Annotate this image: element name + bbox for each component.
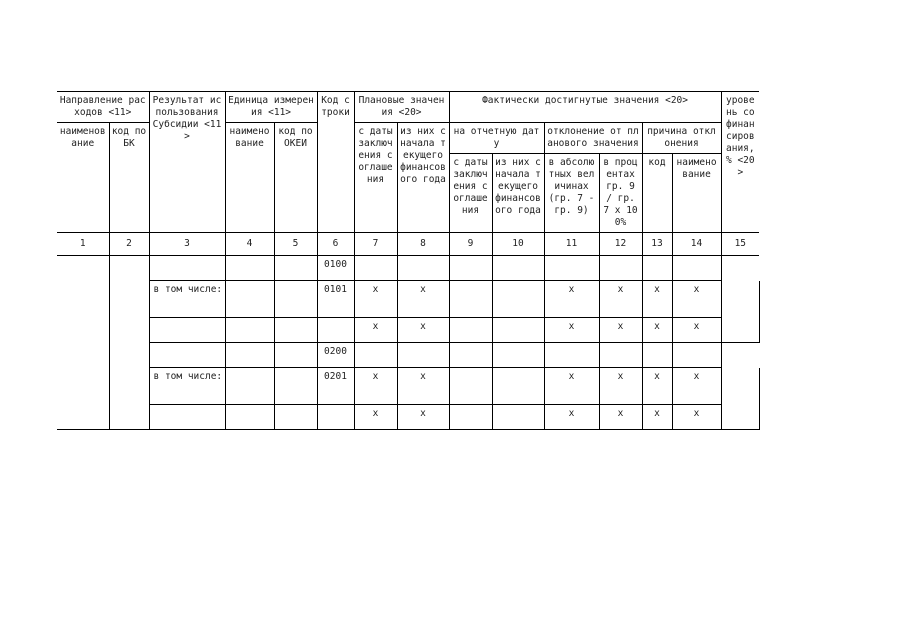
abs-deviation-cell: x	[544, 281, 599, 318]
reason-name-cell: x	[672, 318, 721, 343]
table-row	[57, 343, 759, 368]
cofin-header: уровень софинансирования, % <20>	[721, 92, 759, 233]
pct-deviation-header: в процентах гр. 9 / гр. 7 x 100%	[599, 154, 642, 233]
reason-code-cell	[642, 343, 672, 368]
pct-deviation-cell	[599, 343, 642, 368]
abs-deviation-cell: x	[544, 405, 599, 430]
actual-year-cell	[492, 256, 544, 281]
line-code-cell: 0101	[317, 281, 354, 318]
unit-name-cell	[225, 343, 274, 368]
planned-year-cell	[397, 343, 449, 368]
column-number: 14	[672, 233, 721, 256]
pct-deviation-cell: x	[599, 405, 642, 430]
result-cell	[149, 343, 225, 368]
direction-name-header: наименование	[57, 123, 109, 233]
column-number: 7	[354, 233, 397, 256]
actual-from-agreement-header: с даты заключения соглашения	[449, 154, 492, 233]
column-number: 2	[109, 233, 149, 256]
planned-header: Плановые значения <20>	[354, 92, 449, 123]
column-number: 9	[449, 233, 492, 256]
direction-name-cell	[57, 256, 109, 430]
column-number: 1	[57, 233, 109, 256]
okei-code-cell	[274, 343, 317, 368]
reason-code-cell: x	[642, 281, 672, 318]
result-cell	[149, 318, 225, 343]
unit-name-cell	[225, 405, 274, 430]
abs-deviation-cell: x	[544, 318, 599, 343]
planned-year-cell: x	[397, 318, 449, 343]
reason-code-cell: x	[642, 405, 672, 430]
planned-agreement-cell: x	[354, 368, 397, 405]
unit-name-header: наименование	[225, 123, 274, 233]
table-row	[57, 318, 759, 343]
line-code-cell: 0100	[317, 256, 354, 281]
deviation-header: отклонение от планового значения	[544, 123, 642, 154]
line-code-cell: 0200	[317, 343, 354, 368]
planned-agreement-cell	[354, 256, 397, 281]
planned-agreement-cell: x	[354, 281, 397, 318]
line-code-cell	[317, 318, 354, 343]
okei-code-cell	[274, 368, 317, 405]
reason-name-cell: x	[672, 368, 721, 405]
bk-code-header: код по БК	[109, 123, 149, 233]
cofin-cell	[721, 343, 759, 368]
reason-code-cell	[642, 256, 672, 281]
actual-from-year-start-header: из них с начала текущего финансового года	[492, 154, 544, 233]
direction-header: Направление расходов <11>	[57, 92, 149, 123]
table-row	[57, 256, 759, 281]
actual-agreement-cell	[449, 318, 492, 343]
result-cell: в том числе:	[149, 281, 225, 318]
planned-year-cell: x	[397, 405, 449, 430]
actual-year-cell	[492, 405, 544, 430]
unit-name-cell	[225, 318, 274, 343]
abs-deviation-cell	[544, 343, 599, 368]
reason-name-header: наименование	[672, 154, 721, 233]
reason-code-cell: x	[642, 368, 672, 405]
planned-agreement-cell: x	[354, 405, 397, 430]
reason-name-cell	[672, 256, 721, 281]
reason-code-header: код	[642, 154, 672, 233]
cofin-cell	[721, 256, 759, 281]
actual-agreement-cell	[449, 368, 492, 405]
result-cell: в том числе:	[149, 368, 225, 405]
column-number: 15	[721, 233, 759, 256]
actual-agreement-cell	[449, 343, 492, 368]
unit-name-cell	[225, 256, 274, 281]
actual-year-cell	[492, 281, 544, 318]
planned-from-year-start-header: из них с начала текущего финансового года	[397, 123, 449, 233]
table-row	[57, 405, 759, 430]
actual-agreement-cell	[449, 281, 492, 318]
okei-code-header: код по ОКЕИ	[274, 123, 317, 233]
column-number: 11	[544, 233, 599, 256]
column-number: 10	[492, 233, 544, 256]
actual-header: Фактически достигнутые значения <20>	[449, 92, 721, 123]
table-row	[57, 281, 759, 318]
line-code-cell	[317, 405, 354, 430]
actual-year-cell	[492, 343, 544, 368]
actual-agreement-cell	[449, 405, 492, 430]
header-row-1	[57, 92, 759, 123]
pct-deviation-cell	[599, 256, 642, 281]
actual-year-cell	[492, 318, 544, 343]
bk-code-cell	[109, 256, 149, 430]
actual-year-cell	[492, 368, 544, 405]
reason-name-cell: x	[672, 281, 721, 318]
pct-deviation-cell: x	[599, 281, 642, 318]
okei-code-cell	[274, 281, 317, 318]
planned-from-agreement-header: с даты заключения соглашения	[354, 123, 397, 233]
actual-agreement-cell	[449, 256, 492, 281]
abs-deviation-header: в абсолютных величинах (гр. 7 - гр. 9)	[544, 154, 599, 233]
column-number: 12	[599, 233, 642, 256]
column-number: 13	[642, 233, 672, 256]
reason-name-cell: x	[672, 405, 721, 430]
column-number: 6	[317, 233, 354, 256]
planned-agreement-cell	[354, 343, 397, 368]
planned-year-cell: x	[397, 281, 449, 318]
pct-deviation-cell: x	[599, 368, 642, 405]
column-number: 8	[397, 233, 449, 256]
okei-code-cell	[274, 256, 317, 281]
result-header: Результат использования Субсидии <11>	[149, 92, 225, 233]
result-cell	[149, 256, 225, 281]
unit-name-cell	[225, 281, 274, 318]
table-row	[57, 368, 759, 405]
column-number: 3	[149, 233, 225, 256]
column-number: 5	[274, 233, 317, 256]
reason-name-cell	[672, 343, 721, 368]
reason-code-cell: x	[642, 318, 672, 343]
cofin-cell	[721, 368, 759, 430]
planned-year-cell	[397, 256, 449, 281]
subsidy-results-table	[57, 91, 760, 430]
code-line-header: Код строки	[317, 92, 354, 233]
reporting-date-header: на отчетную дату	[449, 123, 544, 154]
unit-header: Единица измерения <11>	[225, 92, 317, 123]
column-number: 4	[225, 233, 274, 256]
line-code-cell: 0201	[317, 368, 354, 405]
cofin-cell	[721, 281, 759, 343]
okei-code-cell	[274, 405, 317, 430]
column-numbers-row	[57, 233, 759, 256]
abs-deviation-cell	[544, 256, 599, 281]
unit-name-cell	[225, 368, 274, 405]
pct-deviation-cell: x	[599, 318, 642, 343]
result-cell	[149, 405, 225, 430]
planned-year-cell: x	[397, 368, 449, 405]
abs-deviation-cell: x	[544, 368, 599, 405]
planned-agreement-cell: x	[354, 318, 397, 343]
reason-header: причина отклонения	[642, 123, 721, 154]
okei-code-cell	[274, 318, 317, 343]
